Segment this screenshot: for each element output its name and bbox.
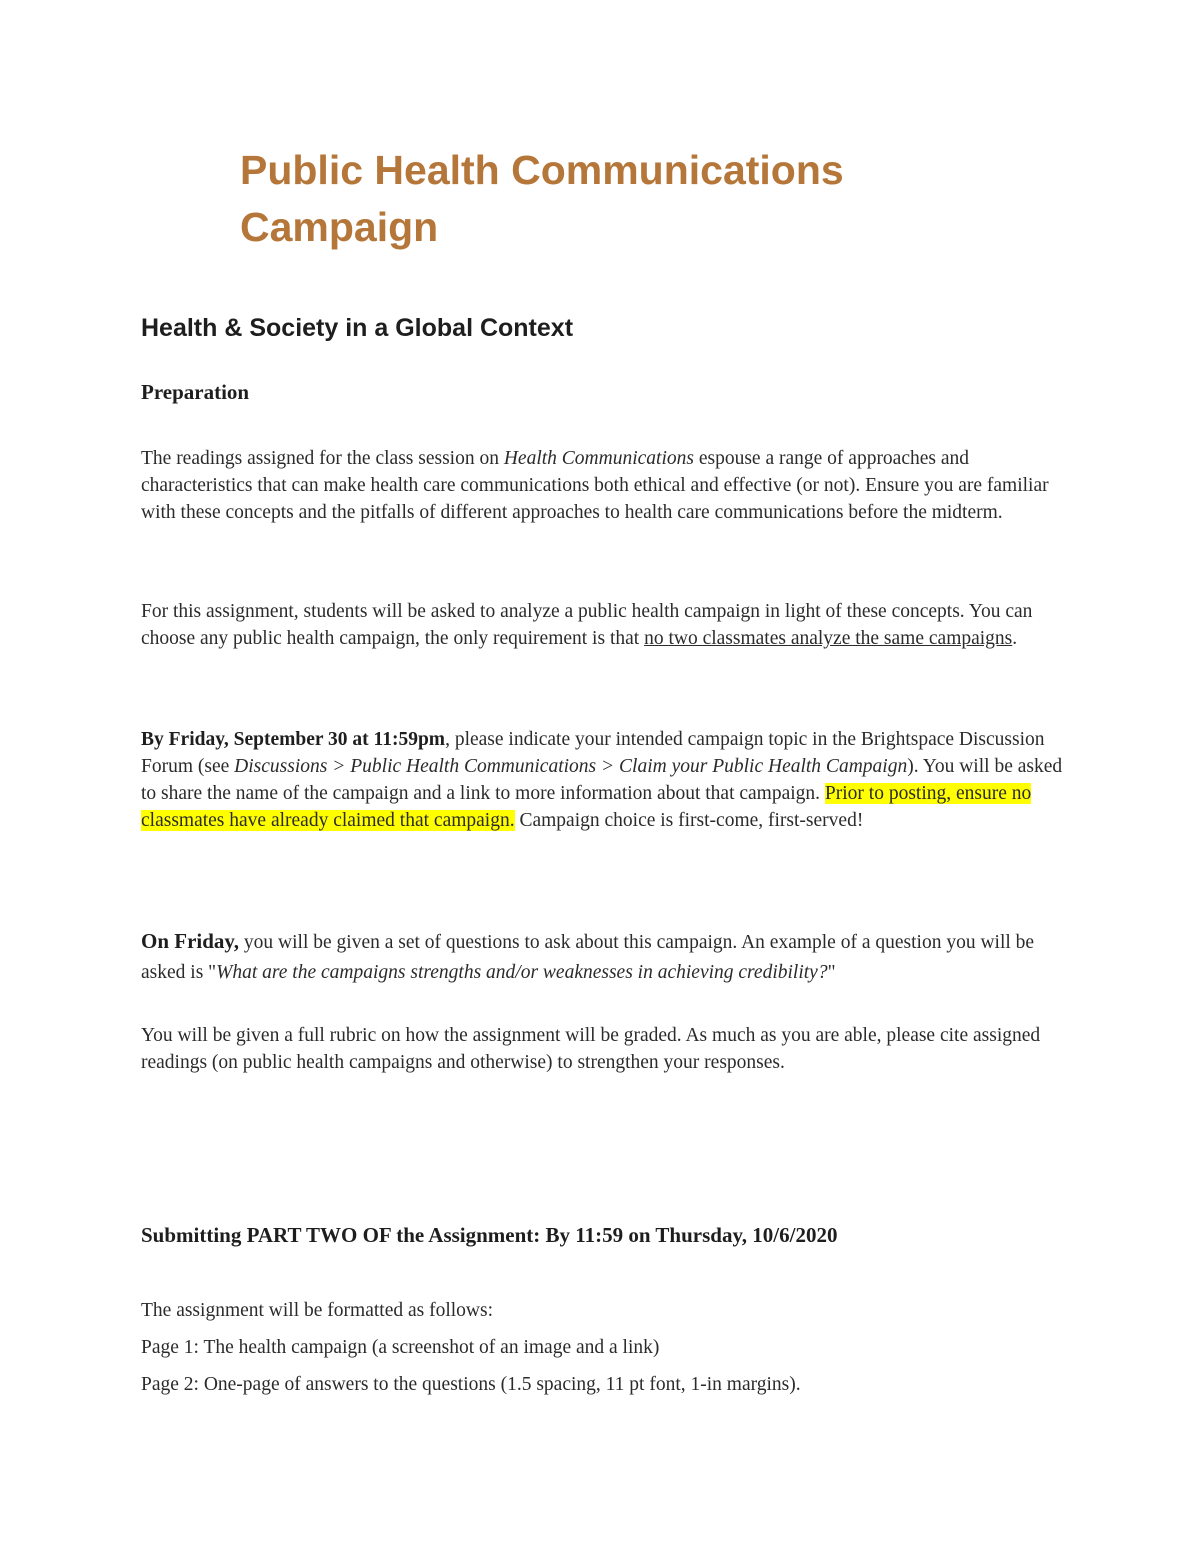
assignment-text-c: . — [1012, 628, 1018, 649]
requirement-underlined: no two classmates analyze the same campaigns — [644, 628, 1013, 649]
course-subtitle: Health & Society in a Global Context — [141, 314, 574, 342]
questions-text-d: " — [827, 962, 836, 983]
readings-text-a: The readings assigned for the class session on — [141, 448, 504, 469]
readings-paragraph — [141, 445, 1071, 526]
example-question: What are the campaigns strengths and/or weaknesses in achieving credibility? — [216, 962, 828, 983]
preparation-heading: Preparation — [141, 380, 250, 404]
questions-text-b: you will be given a set of questions to ask about this campaign. An example of a question you will be asked is " — [141, 932, 1035, 983]
assignment-text-a: For this assignment, students will be asked to analyze a public health campaign in light of these concepts. You can choose any public health campaign, the only requirement is that — [141, 601, 1033, 649]
readings-session-name: Health Communications — [503, 448, 694, 469]
deadline-paragraph — [141, 726, 1071, 834]
deadline-text-b: , please indicate your intended campaign topic in the Brightspace Discussion Forum (see — [141, 729, 1045, 777]
submitting-heading: Submitting PART TWO OF the Assignment: By 11:59 on Thursday, 10/6/2020 — [141, 1223, 838, 1247]
deadline-text-f: Campaign choice is first-come, first-served! — [514, 810, 864, 831]
format-page-2: Page 2: One-page of answers to the questions (1.5 spacing, 11 pt font, 1-in margins). — [141, 1374, 801, 1395]
questions-paragraph — [141, 926, 1071, 988]
assignment-paragraph — [141, 598, 1071, 652]
readings-text-c: espouse a range of approaches and characteristics that can make health care communications both ethical and effective (or not). Ensure you are familiar with these concepts and the pitfalls of different approaches to health care communications before the midterm. — [141, 448, 1049, 523]
rubric-paragraph: You will be given a full rubric on how the assignment will be graded. As much as you are able, please cite assigned readings (on public health campaigns and otherwise) to strengthen your responses. — [141, 1025, 1041, 1073]
format-page-1: Page 1: The health campaign (a screenshot of an image and a link) — [141, 1337, 660, 1358]
deadline-text-d: ). You will be asked to share the name of the campaign and a link to more information about that campaign. — [141, 756, 1063, 804]
document-title: Public Health Communications Campaign — [240, 147, 844, 250]
forum-path: Discussions > Public Health Communications > Claim your Public Health Campaign — [234, 756, 908, 777]
on-friday-bold: On Friday, — [141, 929, 240, 953]
highlighted-warning: Prior to posting, ensure no classmates have already claimed that campaign. — [141, 783, 1032, 831]
format-intro: The assignment will be formatted as follows: — [141, 1300, 494, 1321]
deadline-bold: By Friday, September 30 at 11:59pm — [141, 729, 446, 750]
